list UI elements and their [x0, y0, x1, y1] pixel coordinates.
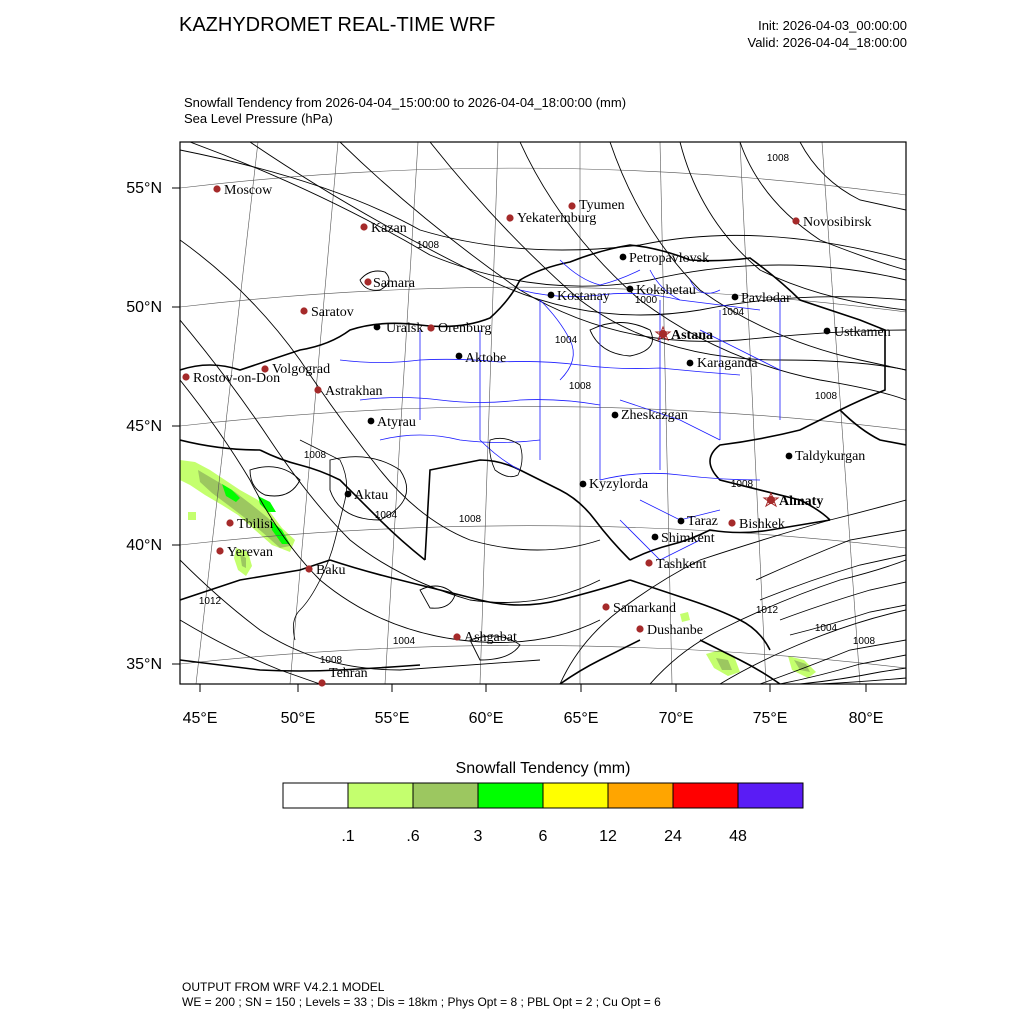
legend-swatch	[673, 783, 738, 808]
city-dot-petropavlovsk	[620, 254, 627, 261]
city-dot-novosibirsk	[792, 217, 799, 224]
contour-label-2: 1008	[416, 240, 440, 251]
contour-label-6: 1008	[568, 381, 592, 392]
city-dot-kostanay	[548, 292, 555, 299]
city-label-tyumen: Tyumen	[579, 198, 625, 213]
city-dot-tbilisi	[226, 519, 233, 526]
city-label-tashkent: Tashkent	[656, 557, 707, 572]
legend-title: Snowfall Tendency (mm)	[455, 760, 631, 777]
legend-swatch	[413, 783, 478, 808]
city-dot-pavlodar	[732, 294, 739, 301]
contour-label-3: 1000	[634, 295, 658, 306]
contour-label-14: 1012	[755, 605, 779, 616]
city-label-pavlodar: Pavlodar	[741, 291, 791, 306]
city-label-zheskazgan: Zheskazgan	[621, 408, 688, 423]
valid-time: Valid: 2026-04-04_18:00:00	[747, 35, 907, 50]
city-dot-taldykurgan	[786, 453, 793, 460]
city-dot-samara	[364, 278, 371, 285]
city-label-samara: Samara	[373, 276, 415, 291]
field-title-slp: Sea Level Pressure (hPa)	[184, 111, 333, 126]
city-dot-uralsk	[374, 324, 381, 331]
city-label-ustkamen: Ustkamen	[834, 325, 891, 340]
city-dot-ustkamen	[824, 328, 831, 335]
city-dot-kokshetau	[627, 286, 634, 293]
city-label-taldykurgan: Taldykurgan	[795, 449, 866, 464]
init-time: Init: 2026-04-03_00:00:00	[758, 18, 907, 33]
legend-level-label: .1	[341, 828, 355, 845]
city-dot-saratov	[300, 307, 307, 314]
legend-swatch	[478, 783, 543, 808]
city-dot-rostov	[182, 373, 189, 380]
city-label-aktau: Aktau	[354, 488, 389, 503]
city-dot-tyumen	[568, 202, 575, 209]
city-dot-dushanbe	[636, 625, 643, 632]
city-dot-baku	[305, 565, 312, 572]
city-dot-ashgabat	[453, 633, 460, 640]
contour-label-16: 1008	[852, 636, 876, 647]
city-label-astana: Astana	[671, 328, 714, 343]
lon-label-65: 65°E	[563, 710, 599, 727]
contour-label-7: 1008	[814, 391, 838, 402]
city-dot-zheskazgan	[612, 412, 619, 419]
city-label-samarkand: Samarkand	[613, 601, 676, 616]
legend-level-label: 12	[599, 828, 617, 845]
city-dot-aktobe	[456, 353, 463, 360]
contour-label-17: 1008	[730, 479, 754, 490]
main-title: KAZHYDROMET REAL-TIME WRF	[179, 14, 496, 36]
longitude-axis	[183, 684, 884, 727]
city-label-kostanay: Kostanay	[557, 289, 610, 304]
city-label-ashgabat: Ashgabat	[464, 630, 517, 645]
city-label-volgograd: Volgograd	[272, 362, 331, 377]
city-label-aktobe: Aktobe	[465, 351, 507, 366]
city-dot-moscow	[213, 185, 220, 192]
contour-label-5: 1004	[554, 335, 578, 346]
city-label-baku: Baku	[316, 563, 346, 578]
city-label-kazan: Kazan	[371, 221, 407, 236]
contour-label-9: 1004	[374, 510, 398, 521]
contour-label-4: 1004	[721, 307, 745, 318]
city-label-bishkek: Bishkek	[739, 517, 785, 532]
city-dot-yekaterinburg	[506, 214, 513, 221]
city-dot-kazan	[360, 223, 367, 230]
lon-label-80: 80°E	[848, 710, 884, 727]
contour-label-11: 1012	[198, 596, 222, 607]
contour-label-10: 1008	[458, 514, 482, 525]
city-label-astrakhan: Astrakhan	[325, 384, 383, 399]
city-label-shimkent: Shimkent	[661, 531, 715, 546]
city-label-kyzylorda: Kyzylorda	[589, 477, 649, 492]
contour-label-1: 1008	[766, 153, 790, 164]
city-dot-karaganda	[687, 360, 694, 367]
legend-level-label: 6	[538, 828, 548, 845]
legend-level-label: 24	[664, 828, 682, 845]
contour-label-8: 1008	[303, 450, 327, 461]
city-label-kokshetau: Kokshetau	[636, 283, 696, 298]
city-label-karaganda: Karaganda	[697, 356, 758, 371]
city-label-dushanbe: Dushanbe	[647, 623, 703, 638]
lon-label-55: 55°E	[374, 710, 410, 727]
legend-swatch	[283, 783, 348, 808]
city-dot-samarkand	[602, 603, 609, 610]
legend-level-label: .6	[406, 828, 420, 845]
city-label-atyrau: Atyrau	[377, 415, 416, 430]
city-label-orenburg: Orenburg	[438, 321, 492, 336]
city-label-tehran: Tehran	[329, 666, 368, 681]
lat-label-40: 40°N	[126, 537, 162, 554]
city-label-moscow: Moscow	[224, 183, 273, 198]
model-footer-line-2: WE = 200 ; SN = 150 ; Levels = 33 ; Dis = 18km ; Phys Opt = 8 ; PBL Opt = 2 ; Cu Opt = 6	[182, 995, 661, 1009]
latitude-axis	[126, 180, 180, 673]
legend-level-label: 3	[473, 828, 483, 845]
legend-level-label: 48	[729, 828, 747, 845]
legend-swatch	[738, 783, 803, 808]
city-label-yerevan: Yerevan	[227, 545, 274, 560]
city-dot-tashkent	[645, 559, 652, 566]
city-dot-yerevan	[216, 547, 223, 554]
city-dot-astrakhan	[314, 386, 321, 393]
lon-label-75: 75°E	[752, 710, 788, 727]
city-dot-tehran	[318, 679, 325, 686]
lat-label-55: 55°N	[126, 180, 162, 197]
contour-label-13: 1008	[319, 655, 343, 666]
lat-label-50: 50°N	[126, 299, 162, 316]
city-dot-bishkek	[728, 519, 735, 526]
city-label-saratov: Saratov	[311, 305, 354, 320]
city-dot-kyzylorda	[580, 481, 587, 488]
city-label-petropavlovsk: Petropavlovsk	[629, 251, 710, 266]
legend-swatch	[608, 783, 673, 808]
legend-swatch	[543, 783, 608, 808]
city-dot-orenburg	[427, 324, 434, 331]
snowfall-legend-labels	[341, 828, 747, 845]
model-footer-line-1: OUTPUT FROM WRF V4.2.1 MODEL	[182, 980, 385, 994]
snowfall-legend-bar	[283, 783, 803, 808]
city-label-rostov: Rostov-on-Don	[193, 371, 281, 386]
contour-label-15: 1004	[814, 623, 838, 634]
city-dot-aktau	[345, 491, 352, 498]
snow-west-patch	[188, 512, 196, 520]
city-label-uralsk: Uralsk	[386, 321, 424, 336]
lat-label-45: 45°N	[126, 418, 162, 435]
lat-label-35: 35°N	[126, 656, 162, 673]
city-label-yekaterinburg: Yekaterinburg	[517, 211, 597, 226]
field-title-snowfall: Snowfall Tendency from 2026-04-04_15:00:00 to 2026-04-04_18:00:00 (mm)	[184, 95, 627, 110]
legend-swatch	[348, 783, 413, 808]
city-label-tbilisi: Tbilisi	[237, 517, 274, 532]
contour-label-12: 1004	[392, 636, 416, 647]
lon-label-60: 60°E	[468, 710, 504, 727]
city-label-almaty: Almaty	[779, 494, 824, 509]
city-dot-atyrau	[368, 418, 375, 425]
lon-label-50: 50°E	[280, 710, 316, 727]
city-label-taraz: Taraz	[687, 514, 718, 529]
city-label-novosibirsk: Novosibirsk	[803, 215, 872, 230]
city-dot-taraz	[678, 518, 685, 525]
city-dot-shimkent	[652, 534, 659, 541]
lon-label-45: 45°E	[182, 710, 218, 727]
lon-label-70: 70°E	[658, 710, 694, 727]
